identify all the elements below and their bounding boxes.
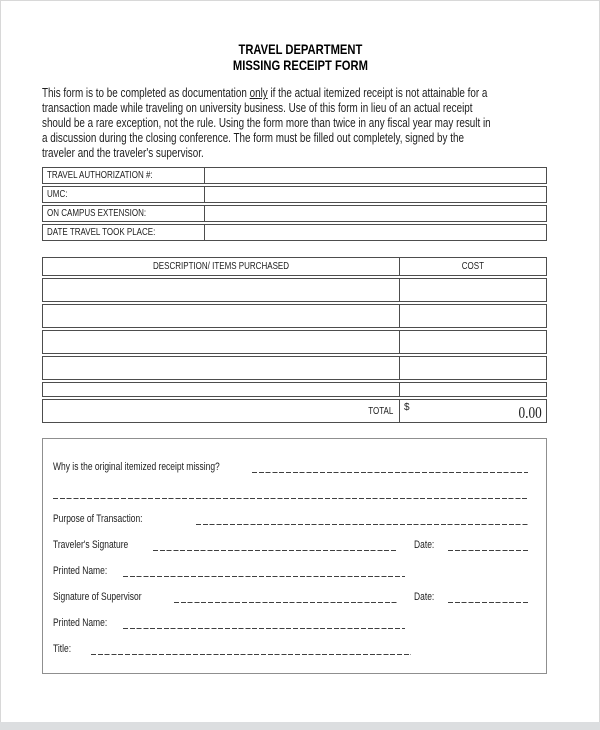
purpose-field[interactable] — [196, 512, 528, 525]
item-row — [42, 278, 547, 302]
item-description-cell[interactable] — [43, 383, 400, 396]
title-field[interactable] — [91, 642, 411, 655]
item-row — [42, 304, 547, 328]
total-amount: 0.00 — [518, 403, 542, 422]
page-bottom-strip — [0, 722, 600, 730]
travel-info-table — [42, 167, 547, 241]
supervisor-date-field[interactable] — [448, 590, 528, 603]
info-row-extension — [42, 205, 547, 222]
intro-line-1: This form is to be completed as documentation only if the actual itemized receipt is not attainable for a — [42, 85, 488, 100]
info-label-extension: ON CAMPUS EXTENSION: — [43, 206, 205, 221]
form-title-line2: MISSING RECEIPT FORM — [232, 57, 368, 73]
items-total-row — [42, 399, 547, 423]
info-row-authorization — [42, 167, 547, 184]
intro-line-4: a discussion during the closing conference. The form must be filled out completely, signed by the — [42, 130, 464, 145]
explanation-box — [42, 438, 547, 674]
item-cost-cell[interactable] — [400, 331, 546, 353]
supervisor-signature-label: Signature of Supervisor — [53, 591, 142, 603]
items-purchased-table — [42, 257, 547, 423]
item-row — [42, 356, 547, 380]
item-cost-cell[interactable] — [400, 357, 546, 379]
item-row — [42, 382, 547, 397]
supervisor-date-label: Date: — [414, 591, 435, 603]
form-title-line1: TRAVEL DEPARTMENT — [238, 41, 362, 57]
traveler-printed-name-label: Printed Name: — [53, 565, 108, 577]
authorization-number-field[interactable] — [205, 168, 546, 183]
intro-line-2: transaction made while traveling on university business. Use of this form in lieu of an actual receipt — [42, 100, 473, 115]
traveler-printed-name-field[interactable] — [123, 564, 405, 577]
item-cost-cell[interactable] — [400, 383, 546, 396]
intro-paragraph — [42, 85, 599, 160]
purpose-row — [53, 512, 528, 525]
supervisor-printed-name-row — [53, 616, 528, 629]
item-cost-cell[interactable] — [400, 305, 546, 327]
traveler-signature-label: Traveler's Signature — [53, 539, 129, 551]
umc-field[interactable] — [205, 187, 546, 202]
info-row-travel-date — [42, 224, 547, 241]
supervisor-printed-name-field[interactable] — [123, 616, 405, 629]
why-missing-label: Why is the original itemized receipt missing? — [53, 461, 220, 473]
why-missing-field[interactable] — [252, 460, 528, 473]
item-description-cell[interactable] — [43, 305, 400, 327]
title-label: Title: — [53, 643, 72, 655]
traveler-date-label: Date: — [414, 539, 435, 551]
info-row-umc — [42, 186, 547, 203]
intro-line-5: traveler and the traveler's supervisor. — [42, 145, 204, 160]
supervisor-signature-row — [53, 590, 528, 603]
info-label-umc: UMC: — [43, 187, 205, 202]
intro-line-3: should be a rare exception, not the rule. Using the form more than twice in any fiscal year may result in — [42, 115, 491, 130]
item-cost-cell[interactable] — [400, 279, 546, 301]
why-missing-continuation-row — [53, 486, 528, 499]
supervisor-signature-field[interactable] — [174, 590, 398, 603]
items-header-description: DESCRIPTION/ ITEMS PURCHASED — [43, 258, 400, 275]
purpose-label: Purpose of Transaction: — [53, 513, 143, 525]
items-table-header — [42, 257, 547, 276]
item-description-cell[interactable] — [43, 331, 400, 353]
traveler-date-field[interactable] — [448, 538, 528, 551]
traveler-signature-row — [53, 538, 528, 551]
why-missing-row — [53, 460, 528, 473]
travel-date-field[interactable] — [205, 225, 546, 240]
currency-symbol: $ — [404, 402, 410, 413]
item-row — [42, 330, 547, 354]
traveler-printed-name-row — [53, 564, 528, 577]
underlined-word-only: only — [249, 85, 268, 100]
total-label: TOTAL — [43, 400, 400, 422]
campus-extension-field[interactable] — [205, 206, 546, 221]
why-missing-field-line2[interactable] — [53, 486, 528, 499]
supervisor-printed-name-label: Printed Name: — [53, 617, 108, 629]
items-header-cost: COST — [461, 261, 485, 272]
item-description-cell[interactable] — [43, 357, 400, 379]
title-row — [53, 642, 528, 655]
traveler-signature-field[interactable] — [153, 538, 398, 551]
info-label-authorization: TRAVEL AUTHORIZATION #: — [43, 168, 205, 183]
item-description-cell[interactable] — [43, 279, 400, 301]
info-label-travel-date: DATE TRAVEL TOOK PLACE: — [43, 225, 205, 240]
